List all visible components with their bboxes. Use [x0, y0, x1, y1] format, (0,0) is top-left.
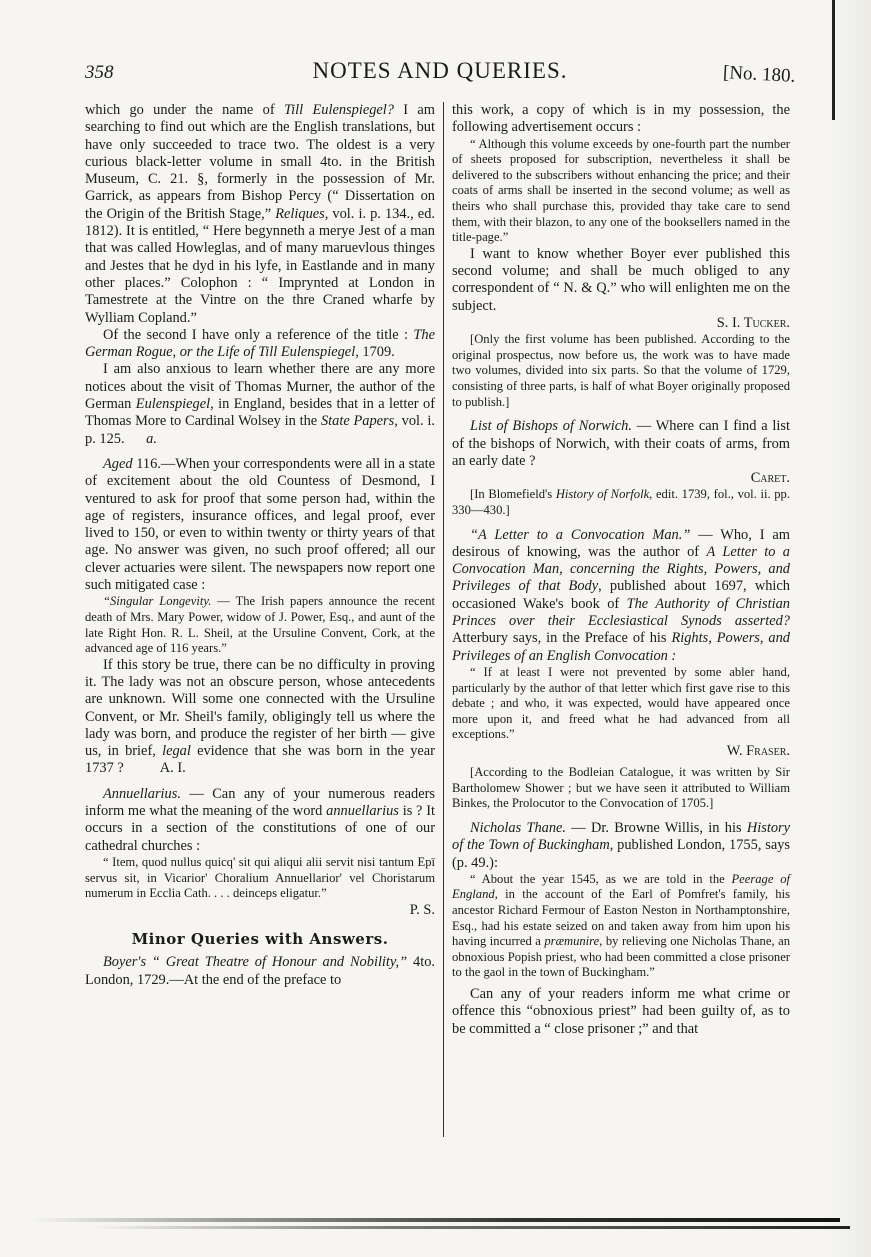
column-divider	[443, 102, 444, 1137]
german-rogue-paragraph: Of the second I have only a reference of the title : The German Rogue, or the Life of Till Eulenspiegel, 1709.	[85, 326, 435, 361]
page-number: 358	[85, 62, 114, 83]
signature-ai: A. I.	[159, 760, 186, 777]
thane-followup: Can any of your readers inform me what crime or offence this “obnoxious priest” had been guilty of, as to be committed a “ close prisoner ;” and that	[452, 986, 790, 1037]
longevity-quote: “Singular Longevity. — The Irish papers announce the recent death of Mrs. Mary Power, widow of J. Power, Esq., and aunt of the late Right Hon. R. L. Sheil, at the Ursuline Convent, Cork, at the advanced age of 116 years.”	[85, 594, 435, 656]
annuellarius-query: Annuellarius. — Can any of your numerous readers inform me what the meaning of the word annuellarius is ? It occurs in a section of the constitutions of one of our cathedral churches :	[85, 785, 436, 854]
aged-followup: If this story be true, there can be no difficulty in proving it. The lady was not an obscure person, whose antecedents are unknown. Will some one connected with the Ursuline Convent, or Mr. Sheil's family, obligingly tell us where the lady was born, and produce the register of her birth — give us, in brief, legal evidence that she was born in the year 1737 ? A. I.	[85, 656, 435, 777]
right-column	[452, 102, 790, 1038]
boyer-continued: this work, a copy of which is in my possession, the following advertisement occurs :	[452, 102, 790, 136]
convocation-answer: [According to the Bodleian Catalogue, it was written by Sir Bartholomew Shower ; but we have seen it attributed to William Binkes, the Prolocutor to the Convocation of 1705.]	[452, 765, 790, 811]
eulenspiegel-paragraph: which go under the name of Till Eulenspiegel? I am searching to find out which are the English translations, but have only succeeded to trace two. The oldest is a very curious black-letter volume in small 4to. in the British Museum, C. 21. §, formerly in the possession of Mr. Garrick, as appears from Bishop Percy (“ Dissertation on the Origin of the British Stage,” Reliques, vol. i. p. 134., ed. 1812). It is entitled, “ Here begynneth a merye Jest of a man that was called Howleglas, and of many maruevlous thinges and Jestes that he dyd in his lyfe, in Eastlande and in many other places.” Colophon : “ Imprynted at London in Tamestrete at the Vintre on the thre Craned wharfe by Wylliam Copland.”	[85, 102, 435, 326]
binding-spine	[832, 0, 835, 120]
advertisement-quote: “ Although this volume exceeds by one-fourth part the number of sheets proposed for subscription, nevertheless it shall be delivered to the subscribers without enhancing the price; and their coats of arms shall be inserted in the second volume; as well as theirs who shall purchase this, provided thay take care to send them, with their blazon, to any one of the booksellers named in the title-page.”	[452, 136, 790, 245]
bottom-edge-shadow	[30, 1218, 840, 1222]
murner-paragraph: I am also anxious to learn whether there are any more notices about the visit of Thomas Murner, the author of the German Eulenspiegel, in England, besides that in a letter of Thomas More to Cardinal Wolsey in the State Papers, vol. i. p. 125. a.	[85, 361, 435, 447]
page-edge	[831, 0, 871, 1257]
boyer-query: Boyer's “ Great Theatre of Honour and Nobility,” 4to. London, 1729.—At the end of the preface to	[85, 954, 435, 988]
signature-ps: P. S.	[409, 901, 435, 918]
boyer-question: I want to know whether Boyer ever published this second volume; and shall be much obliged to any correspondent of “ N. & Q.” who will enlighten me on the subject.	[452, 245, 790, 314]
page-header	[85, 56, 795, 88]
peerage-quote: “ About the year 1545, as we are told in the Peerage of England, in the account of the Earl of Pomfret's family, his ancestor Richard Fermour of Easton Neston in Northamptonshire, Esq., had his estate seized on and taken away from him upon his having incurred a præmunire, by relieving one Nicholas Thane, an obnoxious Popish priest, who had been committed a close prisoner to the gaol in the town of Buckingham.”	[452, 871, 790, 980]
latin-quote: “ Item, quod nullus quicq' sit qui aliqui alii servit nisi tantum Epī servus sit, in Vicarior' Choralium Annuellarior' vel Choristarum numerum in Ecclia Cath. . . . deinceps eligatur.”	[85, 854, 435, 901]
signature-a: a.	[146, 430, 157, 447]
bottom-edge-shadow-2	[90, 1226, 850, 1229]
convocation-query: “A Letter to a Convocation Man.” — Who, I am desirous of knowing, was the author of A Letter to a Convocation Man, concerning the Rights, Powers, and Privileges of that Body, published about 1697, which occasioned Wake's book of The Authority of Christian Princes over their Ecclesiastical Synods asserted? Atterbury says, in the Preface of his Rights, Powers, and Privileges of an English Convocation :	[452, 526, 791, 664]
running-title: NOTES AND QUERIES.	[312, 58, 568, 83]
bishops-answer: [In Blomefield's History of Norfolk, edit. 1739, fol., vol. ii. pp. 330—430.]	[452, 487, 790, 517]
thane-query: Nicholas Thane. — Dr. Browne Willis, in his History of the Town of Buckingham, published London, 1755, says (p. 49.):	[452, 820, 791, 871]
issue-number: [No. 180.	[722, 62, 796, 87]
signature-caret: Caret.	[750, 470, 790, 487]
signature-fraser: W. Fraser.	[726, 742, 790, 759]
aged-query: Aged 116.—When your correspondents were all in a state of excitement about the old Countess of Desmond, I ventured to ask for proof that some person had, within the age of registers, insurance offices, and legal proof, ever lived to 150, or even to within twenty or thirty years of that age. No answer was given, no such proof offered; all our clever actuaries were silent. The newspapers now report one such mitigated case :	[85, 455, 435, 594]
signature-tucker: S. I. Tucker.	[716, 314, 790, 331]
boyer-answer: [Only the first volume has been published. According to the original prospectus, now before us, the work was to have made two volumes, divided into six parts. So that the volume of 1729, consisting of three parts, is half of what Boyer originally proposed to publish.]	[452, 332, 790, 409]
bishops-query: List of Bishops of Norwich. — Where can I find a list of the bishops of Norwich, with their coats of arms, from an early date ?	[452, 418, 790, 469]
atterbury-quote: “ If at least I were not prevented by some abler hand, particularly by the author of that letter which first gave rise to this debate ; and who, it was expected, would have appeared once more upon it, and freed what he had advanced from all exceptions.”	[452, 664, 790, 742]
section-heading: Minor Queries with Answers.	[131, 930, 389, 949]
left-column	[85, 102, 435, 989]
